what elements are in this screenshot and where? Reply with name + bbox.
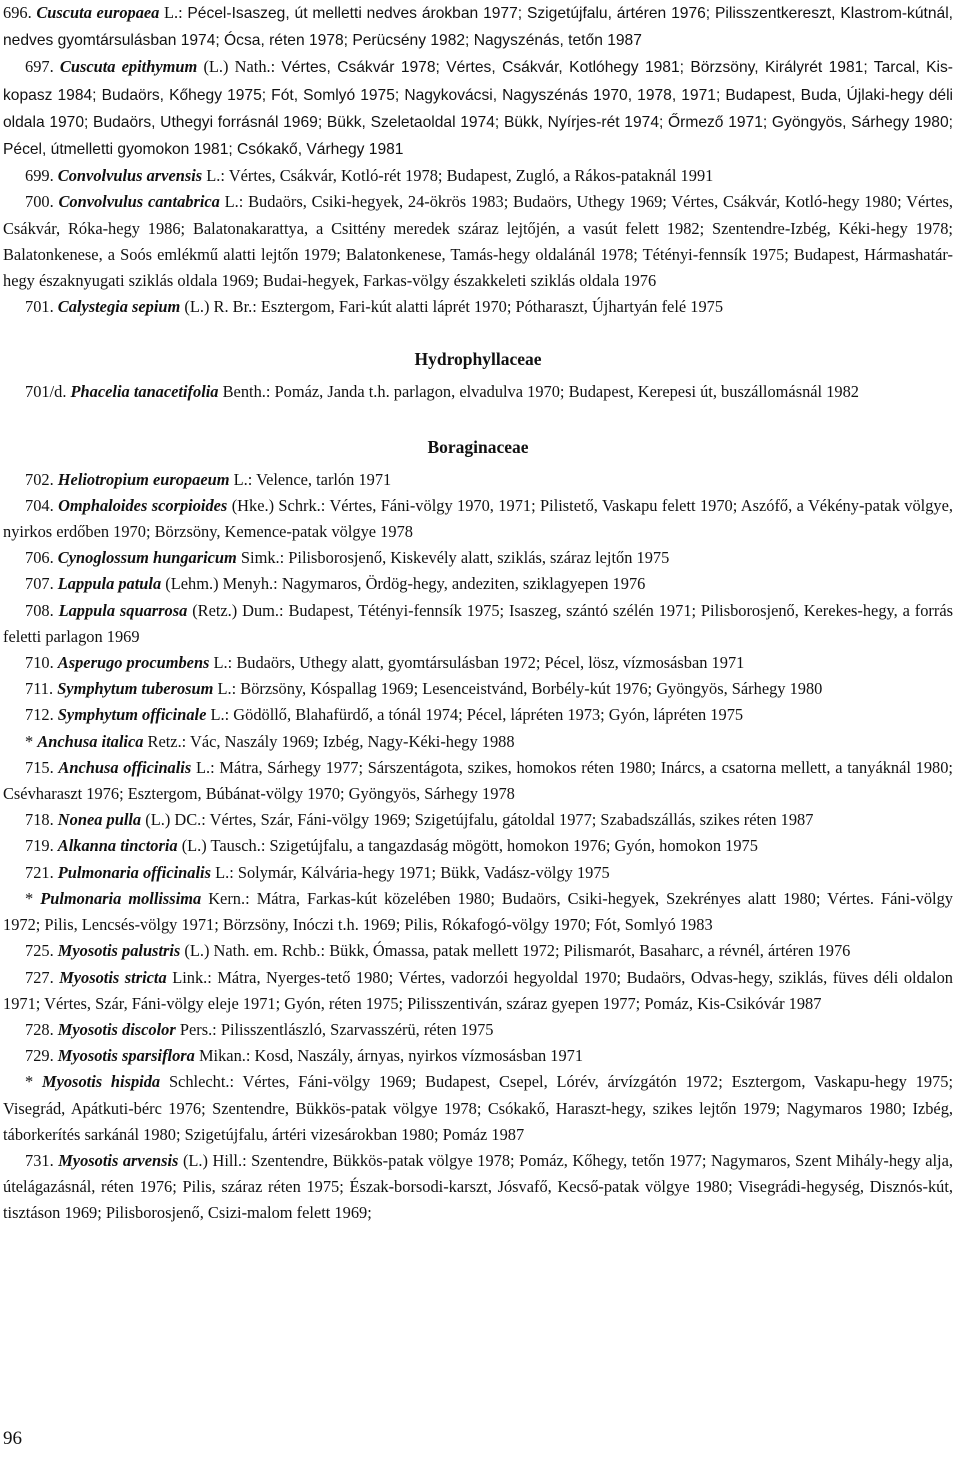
locality-list: Vértes, Szár, Fáni-völgy 1969; Szigetújfalu, gátoldal 1977; Szabadszállás, szikes réten 1987 — [209, 810, 814, 830]
species-list — [3, 0, 953, 1227]
locality-list: Nagymaros, Ördög-hegy, andeziten, sziklagyepen 1976 — [281, 574, 646, 594]
entry-number: 727. — [25, 967, 54, 987]
species-entry — [3, 571, 953, 597]
family-heading: Hydrophyllaceae — [414, 349, 542, 370]
entry-number: 731. — [25, 1150, 54, 1170]
species-entry — [3, 729, 953, 755]
locality-list: Solymár, Kálvária-hegy 1971; Bükk, Vadász-völgy 1975 — [237, 862, 610, 882]
species-author: (L.) R. Br. — [184, 297, 253, 317]
species-name: Convolvulus cantabrica — [58, 192, 220, 212]
entry-number: 725. — [25, 941, 54, 961]
species-name: Anchusa officinalis — [58, 757, 192, 777]
entry-number: 707. — [25, 574, 54, 594]
species-name: Cuscuta epithymum — [59, 57, 198, 77]
species-entry — [3, 163, 953, 189]
separator: : — [270, 57, 282, 77]
entry-number: 721. — [25, 862, 54, 882]
species-author: L. — [210, 705, 225, 725]
species-author: L. — [233, 469, 248, 489]
separator: : — [279, 548, 289, 568]
entry-number: 699. — [25, 166, 54, 186]
species-entry — [3, 189, 953, 294]
species-author: (L.) Tausch. — [181, 836, 261, 856]
separator: : — [260, 836, 270, 856]
species-name: Lappula patula — [57, 574, 162, 594]
locality-list: Vértes, Csákvár, Kotló-rét 1978; Budapest, Zugló, a Rákos-pataknál 1991 — [228, 166, 714, 186]
separator: : — [265, 382, 275, 402]
locality-list: Budapest, Tétényi-fennsík 1975; Isaszeg, szántó szélén 1971; Pilisborosjenő, Kerekes-hegy, a forrás feletti parlagon 1969 — [3, 600, 953, 646]
locality-list: Mátra, Sárhegy 1977; Sárszentágota, szikes, homokos réten 1980; Inárcs, a csatorna mellett, a tanyáknál 1980; Csévharaszt 1976; Esztergom, Búbánat-völgy 1970; Gyöngyös, Sárhegy 1978 — [3, 757, 953, 804]
separator: : — [279, 600, 289, 620]
separator: : — [210, 757, 220, 777]
species-name: Pulmonaria officinalis — [57, 862, 211, 882]
locality-list: Gödöllő, Blahafürdő, a tónál 1974; Pécel, lápréten 1973; Gyón, lápréten 1975 — [233, 705, 744, 725]
species-author: (Lehm.) Menyh. — [165, 574, 274, 594]
species-name: Omphaloides scorpioides — [58, 495, 228, 515]
species-entry — [3, 676, 953, 702]
species-name: Pulmonaria mollissima — [40, 888, 202, 908]
species-author: Pers. — [179, 1019, 213, 1039]
separator: : — [245, 888, 257, 908]
species-author: (Retz.) Dum. — [192, 600, 279, 620]
species-name: Heliotropium europaeum — [57, 469, 230, 489]
locality-list: Budaörs, Uthegy alatt, gyomtársulásban 1972; Pécel, lösz, vízmosásban 1971 — [236, 653, 745, 673]
entry-number: 706. — [25, 548, 54, 568]
species-name: Asperugo procumbens — [57, 653, 210, 673]
separator: : — [238, 192, 249, 212]
species-author: L. — [195, 757, 211, 777]
locality-list: Vértes, Fáni-völgy 1970, 1971; Pilistető, Vaskapu felett 1970; Aszófő, a Vékény-patak völgye, nyirkos erdőben 1970; Börzsöny, Kemence-patak völgye 1978 — [3, 495, 953, 542]
species-name: Myosotis sparsiflora — [57, 1046, 195, 1066]
locality-list: Börzsöny, Kóspallag 1969; Lesenceistvánd, Borbély-kút 1976; Gyöngyös, Sárhegy 1980 — [240, 679, 823, 699]
entry-number: 696. — [3, 3, 32, 22]
entry-number: 697. — [25, 57, 54, 77]
locality-list: Esztergom, Fari-kút alatti láprét 1970; Pótharaszt, Újhartyán felé 1975 — [260, 297, 724, 317]
species-author: Link. — [172, 967, 208, 987]
species-name: Nonea pulla — [57, 810, 142, 830]
species-entry — [3, 833, 953, 859]
separator: : — [247, 469, 257, 489]
species-entry — [3, 965, 953, 1017]
family-heading: Boraginaceae — [427, 436, 529, 457]
entry-number: * — [25, 888, 34, 908]
locality-list: Vértes, Csákvár 1978; Vértes, Csákvár, Kotlóhegy 1981; Börzsöny, Királyrét 1981; Tarcal, Kis-kopasz 1984; Budaörs, Kőhegy 1975; Fót, Somlyó 1975; Nagykovácsi, Nagyszénás 1970, 1978, 1971; Budapest, Buda, Újlaki-hegy déli oldala 1970; Budaörs, Uthegyi forrásnál 1969; Bükk, Szeletaoldal 1974; Bükk, Nyírjes-rét 1974; Őrmező 1971; Gyöngyös, Sárhegy 1980; Pécel, útmelletti gyomokon 1981; Csókakő, Várhegy 1981 — [3, 59, 953, 159]
species-name: Convolvulus arvensis — [57, 166, 203, 186]
species-entry — [3, 938, 953, 964]
locality-list: Velence, tarlón 1971 — [256, 469, 392, 489]
locality-list: Kosd, Naszály, árnyas, nyirkos vízmosásban 1971 — [254, 1046, 584, 1066]
species-author: L. — [164, 3, 179, 22]
species-entry — [3, 755, 953, 807]
locality-list: Pilisborosjenő, Kiskevély alatt, sziklás, száraz lejtőn 1975 — [288, 548, 670, 568]
species-author: L. — [215, 862, 230, 882]
species-name: Myosotis palustris — [57, 941, 181, 961]
species-author: Simk. — [240, 548, 280, 568]
species-name: Cynoglossum hungaricum — [57, 548, 237, 568]
species-author: Schlecht. — [168, 1072, 230, 1092]
species-name: Calystegia sepium — [57, 297, 181, 317]
species-entry — [3, 379, 953, 405]
species-entry — [3, 650, 953, 676]
species-author: (L.) Nath. — [203, 57, 271, 77]
species-entry — [3, 886, 953, 938]
separator: : — [227, 653, 237, 673]
species-entry — [3, 1069, 953, 1148]
separator: : — [273, 574, 282, 594]
species-name: Myosotis stricta — [59, 967, 167, 987]
species-entry — [3, 807, 953, 833]
species-name: Lappula squarrosa — [58, 600, 188, 620]
entry-number: 708. — [25, 600, 54, 620]
locality-list: Pécel-Isaszeg, út melletti nedves árokban 1977; Szigetújfalu, ártéren 1976; Pilisszentkereszt, Klastrom-kútnál, nedves gyomtársulásban 1974; Ócsa, réten 1978; Perücsény 1982; Nagyszénás, tetőn 1987 — [3, 5, 953, 50]
entry-number: 711. — [25, 679, 54, 699]
separator: : — [220, 166, 229, 186]
species-name: Symphytum officinale — [57, 705, 207, 725]
species-author: L. — [217, 679, 232, 699]
species-author: (L.) Nath. em. Rchb. — [184, 941, 321, 961]
entry-number: 701/d. — [25, 382, 67, 402]
locality-list: Szigetújfalu, a tangazdaság mögött, homokon 1976; Gyón, homokon 1975 — [269, 836, 758, 856]
species-author: Retz. — [147, 731, 182, 751]
locality-list: Bükk, Ómassa, patak mellett 1972; Pilismarót, Basaharc, a révnél, ártéren 1976 — [329, 941, 851, 961]
species-entry — [3, 1017, 953, 1043]
species-author: (Hke.) Schrk. — [231, 495, 321, 515]
locality-list: Vértes, Fáni-völgy 1969; Budapest, Csepel, Lórév, árvízgátón 1972; Esztergom, Vaskapu-hegy 1975; Visegrád, Apátkuti-bérc 1976; Szentendre, Bükkös-patak völgye 1978; Csókakő, Haraszt-hegy, szikes lejtőn 1979; Nagymaros 1980; Izbég, táborkerítés sarkánál 1980; Szigetújfalu, ártéri vizesárokban 1980; Pomáz 1987 — [3, 1072, 953, 1144]
entry-number: 701. — [25, 297, 54, 317]
separator: : — [229, 862, 238, 882]
separator: : — [252, 297, 261, 317]
species-entry — [3, 0, 953, 54]
separator: : — [178, 3, 188, 22]
entry-number: 712. — [25, 705, 54, 725]
species-entry — [3, 1043, 953, 1069]
separator: : — [320, 495, 330, 515]
species-name: Myosotis arvensis — [58, 1150, 179, 1170]
species-name: Phacelia tanacetifolia — [70, 382, 219, 402]
entry-number: 718. — [25, 810, 54, 830]
separator: : — [229, 1072, 243, 1092]
species-entry — [3, 545, 953, 571]
species-entry — [3, 702, 953, 728]
locality-list: Mátra, Farkas-kút közelében 1980; Budaörs, Csiki-hegyek, Szekrényes alatt 1980; Vértes. Fáni-völgy 1972; Pilis, Lencsés-völgy 1971; Börzsöny, Inóczi t.h. 1969; Pilis, Rókafogó-völgy 1970; Fót, Somlyó 1983 — [3, 888, 953, 935]
locality-list: Pomáz, Janda t.h. parlagon, elvadulva 1970; Budapest, Kerepesi út, buszállomásnál 1982 — [274, 382, 859, 402]
species-author: Benth. — [222, 382, 266, 402]
separator: : — [242, 1150, 252, 1170]
species-author: Kern. — [208, 888, 246, 908]
species-author: (L.) Hill. — [182, 1150, 243, 1170]
entry-number: 715. — [25, 757, 54, 777]
species-name: Myosotis hispida — [42, 1072, 161, 1092]
species-author: L. — [213, 653, 228, 673]
species-entry — [3, 598, 953, 650]
separator: : — [320, 941, 330, 961]
species-name: Alkanna tinctoria — [57, 836, 178, 856]
separator: : — [224, 705, 234, 725]
species-name: Myosotis discolor — [57, 1019, 176, 1039]
species-entry — [3, 467, 953, 493]
species-author: L. — [206, 166, 221, 186]
entry-number: 719. — [25, 836, 54, 856]
species-entry — [3, 54, 953, 163]
separator: : — [201, 810, 210, 830]
locality-list: Budaörs, Csiki-hegyek, 24-ökrös 1983; Budaörs, Uthegy 1969; Vértes, Csákvár, Kotló-hegy 1980; Vértes, Csákvár, Róka-hegy 1986; Balatonakarattya, a Csittény meredek száraz lejtőjén, a vasút felett 1982; Szentendre-Izbég, Kéki-hegy 1978; Balatonkenese, a Soós emlékmű alatti lejtőn 1979; Balatonkenese, Tamás-hegy oldalánál 1978; Tétényi-fennsík 1975; Budapest, Hármashatár-hegy északnyugati sziklás oldala 1969; Budai-hegyek, Farkas-völgy északkeleti sziklás oldala 1976 — [3, 192, 953, 291]
locality-list: Pilisszentlászló, Szarvasszérü, réten 1975 — [220, 1019, 494, 1039]
species-entry — [3, 1148, 953, 1227]
separator: : — [181, 731, 191, 751]
entry-number: 710. — [25, 653, 54, 673]
species-entry — [3, 860, 953, 886]
species-author: L. — [224, 192, 239, 212]
entry-number: 702. — [25, 469, 54, 489]
separator: : — [207, 967, 218, 987]
locality-list: Szentendre, Bükkös-patak völgye 1978; Pomáz, Kőhegy, tetőn 1977; Nagymaros, Szent Mihály-hegy alja, útelágazásnál, réten 1976; Pilis, száraz réten 1975; Észak-borsodi-karszt, Jósvafő, Kecső-patak völgye 1980; Visegrádi-hegység, Disznós-kút, tisztáson 1969; Pilisborosjenő, Csizi-malom felett 1969; — [3, 1150, 953, 1223]
entry-number: 728. — [25, 1019, 54, 1039]
entry-number: 704. — [25, 495, 54, 515]
species-name: Symphytum tuberosum — [57, 679, 214, 699]
locality-list: Mátra, Nyerges-tető 1980; Vértes, vadorzói hegyoldal 1970; Budaörs, Odvas-hegy, sziklás, füves déli oldalon 1971; Vértes, Szár, Fáni-völgy eleje 1971; Gyón, réten 1975; Pilisszentiván, száraz gyepen 1977; Pomáz, Kis-Csikóvár 1987 — [3, 967, 953, 1013]
separator: : — [231, 679, 241, 699]
entry-number: 729. — [25, 1046, 54, 1066]
species-entry — [3, 493, 953, 545]
species-entry — [3, 294, 953, 320]
species-author: Mikan. — [198, 1046, 246, 1066]
separator: : — [245, 1046, 255, 1066]
species-name: Anchusa italica — [37, 731, 144, 751]
species-name: Cuscuta europaea — [36, 3, 160, 22]
entry-number: * — [25, 731, 34, 751]
separator: : — [212, 1019, 221, 1039]
species-author: (L.) DC. — [145, 810, 202, 830]
entry-number: 700. — [25, 192, 54, 212]
entry-number: * — [25, 1072, 34, 1092]
page-number: 96 — [3, 1428, 22, 1449]
locality-list: Vác, Naszály 1969; Izbég, Nagy-Kéki-hegy 1988 — [190, 731, 515, 751]
